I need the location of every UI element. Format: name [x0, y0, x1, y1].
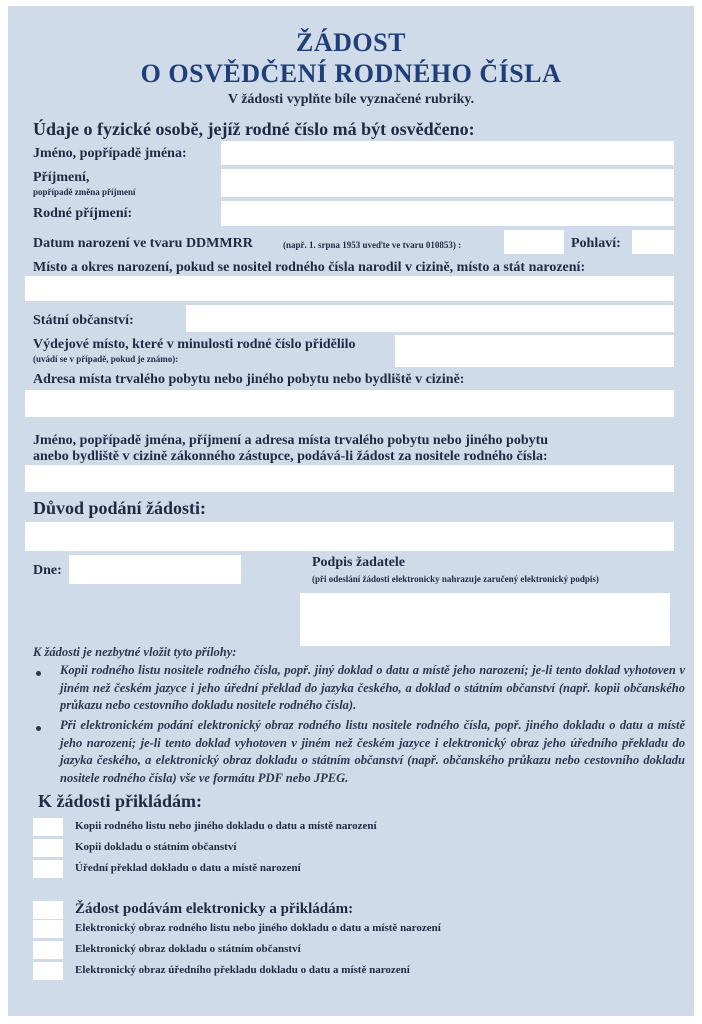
- representative-label-line1: Jméno, popřípadě jména, příjmení a adresa místa trvalého pobytu nebo jiného pobytu: [33, 433, 549, 448]
- form-title-line1: ŽÁDOST: [296, 28, 406, 57]
- first-name-label: Jméno, popřípadě jména:: [33, 146, 187, 161]
- form-instruction: V žádosti vyplňte bíle vyznačené rubriky.: [227, 92, 475, 107]
- representative-label-line2: anebo bydliště v cizině zákonného zástupce, podává-li žádost za nositele rodného čísla:: [33, 449, 548, 464]
- reason-field[interactable]: [25, 522, 674, 551]
- surname-note: popřípadě změna příjmení: [33, 187, 136, 197]
- birth-date-note: (např. 1. srpna 1953 uveďte ve tvaru 010853) :: [283, 240, 462, 250]
- birth-date-field[interactable]: [504, 230, 564, 254]
- issuer-label: Výdejové místo, které v minulosti rodné číslo přidělilo: [33, 337, 356, 352]
- attachments-bullet-1: Kopii rodného listu nositele rodného čísla, popř. jiný doklad o datu a místě jeho narození; je-li tento doklad vyhotoven v jiném než českém jazyce i jeho úřední překlad do jazyka českého, a doklad o státním občanství (např. kopii občanského průkazu nebo cestovního dokladu nositele rodného čísla).: [60, 663, 685, 712]
- attach-checkbox-2[interactable]: [33, 839, 63, 857]
- electronic-heading: Žádost podávám elektronicky a přikládám:: [75, 901, 354, 917]
- signature-note: (při odeslání žádosti elektronicky nahrazuje zaručený elektronický podpis): [312, 574, 599, 584]
- first-name-field[interactable]: [221, 141, 674, 165]
- address-field[interactable]: [25, 390, 674, 417]
- bullet-dot: [36, 671, 41, 676]
- attach-item-1: Kopii rodného listu nebo jiného dokladu o datu a místě narození: [75, 820, 377, 832]
- birth-place-label: Místo a okres narození, pokud se nositel rodného čísla narodil v cizině, místo a stát narození:: [33, 260, 586, 275]
- birth-place-field[interactable]: [25, 276, 674, 301]
- citizenship-field[interactable]: [186, 305, 674, 332]
- bullet-dot: [36, 726, 41, 731]
- electronic-checkbox-1[interactable]: [33, 920, 63, 938]
- electronic-checkbox-3[interactable]: [33, 962, 63, 980]
- surname-field[interactable]: [221, 169, 674, 197]
- surname-label: Příjmení,: [33, 170, 90, 185]
- date-field[interactable]: [69, 555, 241, 584]
- representative-field[interactable]: [25, 465, 674, 492]
- sex-field[interactable]: [632, 230, 674, 254]
- attach-item-2: Kopii dokladu o státním občanství: [75, 841, 237, 853]
- signature-field[interactable]: [300, 593, 670, 646]
- electronic-checkbox-2[interactable]: [33, 941, 63, 959]
- electronic-item-3: Elektronický obraz úředního překladu dokladu o datu a místě narození: [75, 964, 410, 976]
- date-label: Dne:: [33, 563, 62, 578]
- application-form: [8, 6, 694, 1016]
- reason-heading: Důvod podání žádosti:: [33, 498, 207, 518]
- issuer-field[interactable]: [395, 335, 674, 367]
- address-label: Adresa místa trvalého pobytu nebo jiného pobytu nebo bydliště v cizině:: [33, 372, 465, 387]
- electronic-item-2: Elektronický obraz dokladu o státním občanství: [75, 943, 301, 955]
- attach-checkbox-3[interactable]: [33, 860, 63, 878]
- electronic-item-1: Elektronický obraz rodného listu nebo jiného dokladu o datu a místě narození: [75, 922, 441, 934]
- birth-surname-field[interactable]: [221, 201, 674, 226]
- birth-date-label: Datum narození ve tvaru DDMMRR: [33, 236, 253, 251]
- section-person-heading: Údaje o fyzické osobě, jejíž rodné číslo má být osvědčeno:: [33, 119, 475, 139]
- attachments-intro: K žádosti je nezbytné vložit tyto přílohy:: [33, 645, 237, 659]
- signature-label: Podpis žadatele: [312, 555, 405, 570]
- birth-surname-label: Rodné příjmení:: [33, 206, 133, 221]
- attach-checkbox-1[interactable]: [33, 818, 63, 836]
- sex-label: Pohlaví:: [571, 236, 621, 251]
- attachments-bullet-2: Při elektronickém podání elektronický obraz rodného listu nositele rodného čísla, popř. jiného dokladu o datu a místě jeho narození; je-li tento doklad vyhotoven v jiném než českém jazyce i elektronický obraz jeho úředního překladu do jazyka českého, a elektronický obraz dokladu o státním občanství (např. občanského průkazu nebo cestovního dokladu nositele rodného čísla) vše ve formátu PDF nebo JPEG.: [60, 718, 685, 785]
- attaching-heading: K žádosti přikládám:: [38, 791, 203, 811]
- citizenship-label: Státní občanství:: [33, 313, 134, 328]
- electronic-checkbox[interactable]: [33, 901, 63, 919]
- issuer-note: (uvádí se v případě, pokud je známo):: [33, 354, 179, 364]
- attach-item-3: Úřední překlad dokladu o datu a místě narození: [75, 862, 301, 874]
- form-title-line2: O OSVĚDČENÍ RODNÉHO ČÍSLA: [140, 59, 562, 88]
